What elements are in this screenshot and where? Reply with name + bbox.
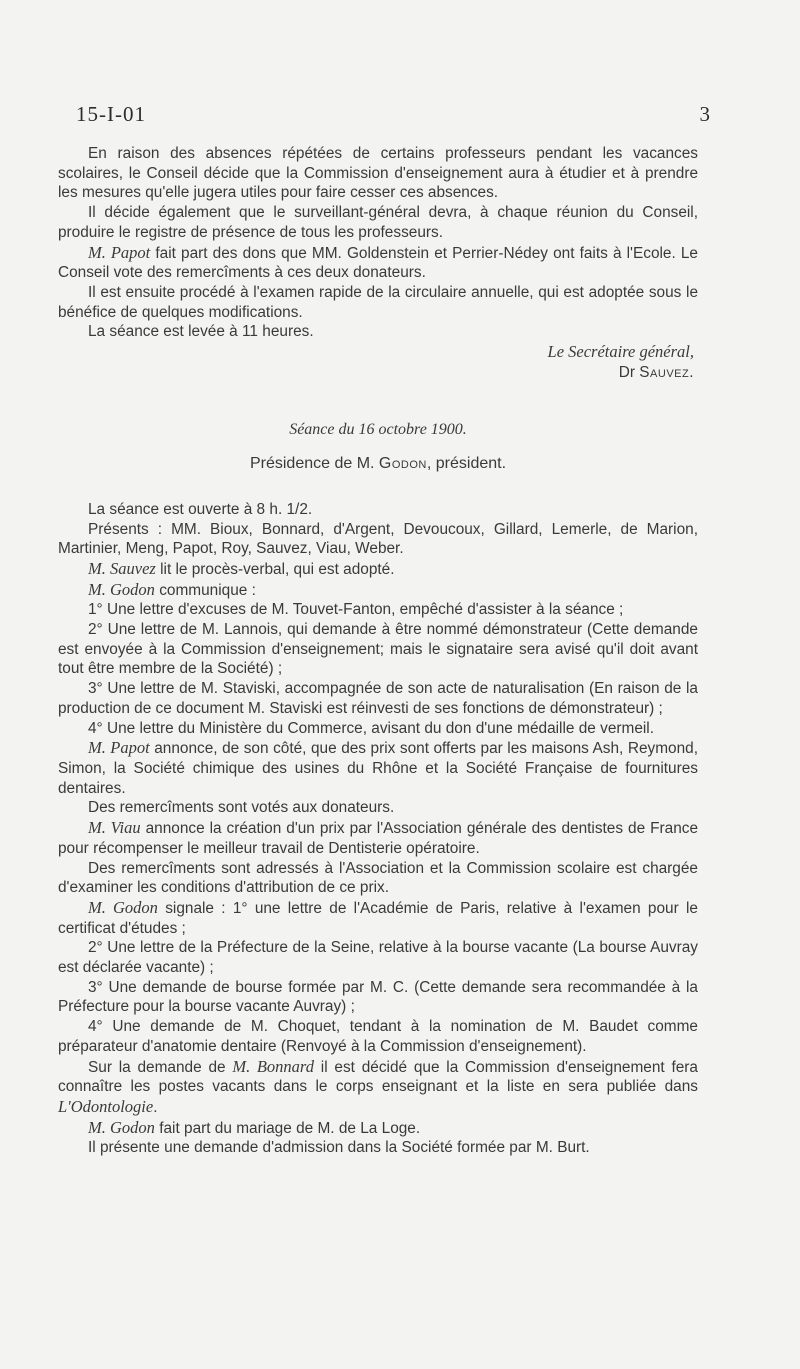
speaker-name: M. Sauvez (88, 558, 156, 578)
speaker-name: M. Viau (88, 818, 141, 838)
speaker-name: M. Bonnard (232, 1056, 314, 1076)
signature-name: Dr Sauvez. (618, 363, 694, 381)
paragraph: M. Godon fait part du mariage de M. de La Loge. (88, 1117, 421, 1137)
list-item: 1° Une lettre d'excuses de M. Touvet-Fanton, empêché d'assister à la séance ; (88, 601, 624, 619)
paragraph: Il est ensuite procédé à l'examen rapide de la circulaire annuelle, qui est adoptée sous le bénéfice de quelques modifications. (58, 283, 698, 321)
list-item: 3° Une lettre de M. Staviski, accompagnée de son acte de naturalisation (En raison de la production de ce document M. Staviski est réinvesti de ses fonctions de démonstrateur) ; (58, 680, 698, 717)
speaker-name: M. Papot (88, 738, 150, 758)
paragraph: Sur la demande de M. Bonnard il est décidé que la Commission d'enseignement fera connaître les postes vacants dans le corps enseignant et la liste en sera publiée dans L'Odontologie. (58, 1056, 698, 1116)
speaker-name: M. Papot (88, 242, 151, 262)
paragraph: M. Godon communique : (88, 579, 256, 599)
journal-title: L'Odontologie (58, 1096, 154, 1116)
paragraph: M. Papot annonce, de son côté, que des prix sont offerts par les maisons Ash, Reymond, Simon, la Société chimique des usines du Rhône et la Société Française de fournitures dentaires. (58, 738, 698, 797)
paragraph: Présents : MM. Bioux, Bonnard, d'Argent, Devoucoux, Gillard, Lemerle, de Marion, Martinier, Meng, Papot, Roy, Sauvez, Viau, Weber. (58, 520, 698, 558)
speaker-name: M. Godon (88, 1117, 155, 1137)
paragraph: La séance est levée à 11 heures. (88, 323, 314, 341)
paragraph: Des remercîments sont adressés à l'Association et la Commission scolaire est chargée d'examiner les conditions d'attribution de ce prix. (58, 859, 698, 897)
paragraph: Il décide également que le surveillant-général devra, à chaque réunion du Conseil, produire le registre de présence de tous les professeurs. (58, 204, 698, 241)
paragraph: Des remercîments sont votés aux donateurs. (88, 799, 395, 817)
paragraph: La séance est ouverte à 8 h. 1/2. (88, 500, 313, 518)
paragraph: Il présente une demande d'admission dans la Société formée par M. Burt. (88, 1139, 590, 1157)
speaker-name: M. Godon (88, 579, 155, 599)
header-date: 15-I-01 (76, 102, 146, 126)
speaker-name: M. Godon (88, 897, 158, 917)
paragraph-text: fait part des dons que MM. Goldenstein et Perrier-Nédey ont faits à l'Ecole. Le Conseil vote des remercîments à ces deux donateurs. (58, 244, 698, 282)
paragraph (58, 243, 698, 283)
page-header (76, 102, 710, 127)
list-item: 4° Une demande de M. Choquet, tendant à la nomination de M. Baudet comme préparateur d'anatomie dentaire (Renvoyé à la Commission d'enseignement). (58, 1018, 698, 1055)
page-number: 3 (699, 102, 710, 126)
paragraph: M. Sauvez lit le procès-verbal, qui est adopté. (88, 558, 395, 578)
paragraph: M. Godon signale : 1° une lettre de l'Académie de Paris, relative à l'examen pour le certificat d'études ; (58, 897, 698, 937)
signature-title: Le Secrétaire général, (547, 342, 694, 362)
list-item: 2° Une lettre de la Préfecture de la Seine, relative à la bourse vacante (La bourse Auvray est déclarée vacante) ; (58, 939, 698, 977)
paragraph: M. Viau annonce la création d'un prix par l'Association générale des dentistes de France pour récompenser le meilleur travail de Dentisterie opératoire. (58, 818, 699, 857)
paragraph: En raison des absences répétées de certains professeurs pendant les vacances scolaires, le Conseil décide que la Commission d'enseignement aura à étudier et à prendre les mesures qu'elle jugera utiles pour faire cesser ces absences. (58, 145, 698, 202)
list-item: 2° Une lettre de M. Lannois, qui demande à être nommé démonstrateur (Cette demande est envoyée à la Commission d'enseignement; mais le signataire sera avisé qu'il doit avant tout être membre de la Société) ; (58, 621, 698, 678)
list-item: 4° Une lettre du Ministère du Commerce, avisant du don d'une médaille de vermeil. (88, 719, 655, 737)
page-body (58, 144, 698, 1158)
seance-heading: Séance du 16 octobre 1900. (289, 421, 467, 439)
presidence-heading: Présidence de M. Godon, président. (249, 455, 507, 473)
list-item: 3° Une demande de bourse formée par M. C. (Cette demande sera recommandée à la Préfecture pour la bourse vacante Auvray) ; (58, 978, 698, 1016)
